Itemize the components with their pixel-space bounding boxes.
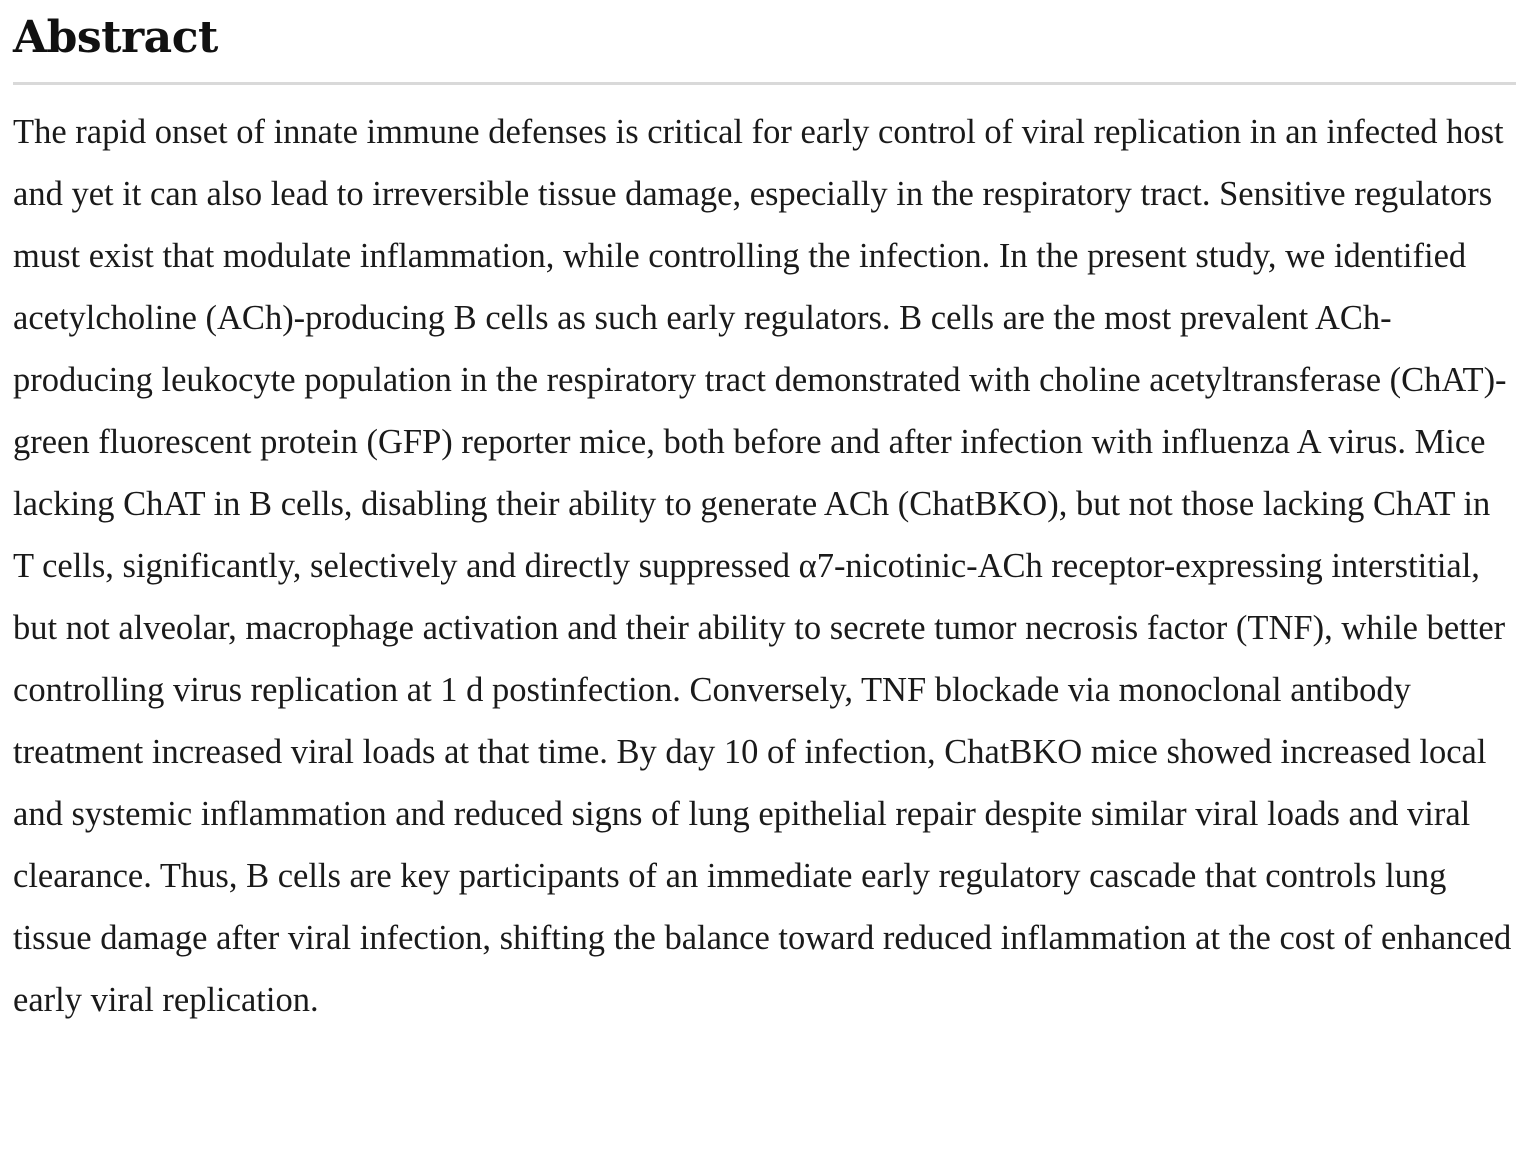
abstract-heading: Abstract [13, 12, 218, 63]
abstract-section [13, 0, 1516, 1031]
heading-divider [13, 82, 1516, 85]
abstract-text: The rapid onset of innate immune defenses is critical for early control of viral replication in an infected host and yet it can also lead to irreversible tissue damage, especially in the respiratory tract. Sensitive regulators must exist that modulate inflammation, while controlling the infection. In the present study, we identified acetylcholine (ACh)-producing B cells as such early regulators. B cells are the most prevalent ACh-producing leukocyte population in the respiratory tract demonstrated with choline acetyltransferase (ChAT)-green fluorescent protein (GFP) reporter mice, both before and after infection with influenza A virus. Mice lacking ChAT in B cells, disabling their ability to generate ACh (ChatBKO), but not those lacking ChAT in T cells, significantly, selectively and directly suppressed α7-nicotinic-ACh receptor-expressing interstitial, but not alveolar, macrophage activation and their ability to secrete tumor necrosis factor (TNF), while better controlling virus replication at 1 d postinfection. Conversely, TNF blockade via monoclonal antibody treatment increased viral loads at that time. By day 10 of infection, ChatBKO mice showed increased local and systemic inflammation and reduced signs of lung epithelial repair despite similar viral loads and viral clearance. Thus, B cells are key participants of an immediate early regulatory cascade that controls lung tissue damage after viral infection, shifting the balance toward reduced inflammation at the cost of enhanced early viral replication. [13, 113, 1512, 1019]
